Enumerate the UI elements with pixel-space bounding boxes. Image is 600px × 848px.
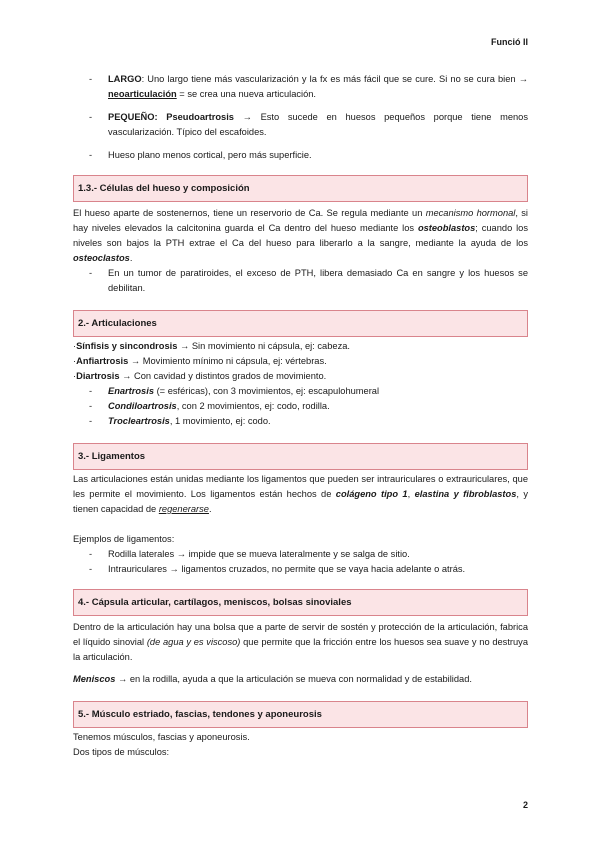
section-heading: 2.- Articulaciones [73,310,528,337]
text: , [407,489,415,499]
bullet-text: : Uno largo tiene más vascularización y la fx es más fácil que se cure. Si no se cura bien → [141,74,528,84]
text: → Sin movimiento ni cápsula, ej: cabeza. [177,341,350,351]
term: Anfiartrosis [76,356,129,366]
text: , si hay niveles elevados la calcitonina guarda el Ca dentro del hueso mediante los [73,208,528,233]
bullet-dash: - [89,416,93,426]
bullet-colon: : [154,112,167,122]
bullet-text: En un tumor de paratiroides, el exceso de PTH, libera demasiado Ca en sangre y los huesos se debilitan. [108,268,528,293]
text: → Movimiento mínimo ni cápsula, ej: vértebras. [128,356,327,366]
bold-italic-text: elastina y fibroblastos [414,489,517,499]
text: El hueso aparte de sostenernos, tiene un reservorio de Ca. Se regula mediante un [73,208,426,218]
bold-italic-text: osteoclastos [73,253,130,263]
section-heading: 4.- Cápsula articular, cartílagos, meniscos, bolsas sinoviales [73,589,528,616]
text: → en la rodilla, ayuda a que la articulación se mueva con normalidad y de estabilidad. [115,674,472,684]
line-item [73,339,528,354]
list-item [73,562,528,577]
text: que permite que la fricción entre los huesos sea suave y no destruya la articulación. [73,637,528,662]
italic-underlined-text: regenerarse [158,504,209,514]
bullet-term-underlined: neoarticulación [108,89,177,99]
prefix: · [73,356,77,366]
bullet-text: Hueso plano menos cortical, pero más superficie. [108,150,312,160]
bullet-dash: - [89,401,93,411]
line-item: Tenemos músculos, fascias y aponeurosis. [73,732,250,742]
term: Enartrosis [108,386,154,396]
section-heading: 5.- Músculo estriado, fascias, tendones y aponeurosis [73,701,528,728]
term: Diartrosis [76,371,120,381]
text: Dentro de la articulación hay una bolsa que a parte de servir de sostén y protección de la articulación, fabrica el líquido sinovial [73,622,528,647]
list-item [73,414,528,429]
bullet-term: PEQUEÑO [108,112,155,122]
term: Condiloartrosis [108,401,177,411]
running-header: Funció II [491,37,528,47]
bullet-text: Intrauriculares → ligamentos cruzados, no permite que se vaya hacia adelante o atrás. [108,564,466,574]
bullet-term: Pseudoartrosis [166,112,234,122]
bullet-dash: - [89,268,93,278]
italic-text: mecanismo hormonal [425,208,516,218]
bullet-dash: - [89,564,93,574]
page-content [73,70,528,760]
list-item [73,110,528,140]
bold-italic-text: osteoblastos [417,223,476,233]
bullet-text: = se crea una nueva articulación. [176,89,316,99]
paragraph [73,672,528,687]
text: . [129,253,133,263]
term: Trocleartrosis [108,416,170,426]
paragraph [73,472,528,517]
line-item [73,369,528,384]
text: . [208,504,212,514]
examples-label: Ejemplos de ligamentos: [73,534,175,544]
bullet-dash: - [89,386,93,396]
list-item [73,384,528,399]
paragraph [73,620,528,665]
list-item [73,399,528,414]
text: , 1 movimiento, ej: codo. [169,416,271,426]
bullet-text: → Esto sucede en huesos pequeños porque tiene menos vascularización. Típico del escafoides. [108,112,528,137]
section-heading: 1.3.- Células del hueso y composición [73,175,528,202]
bullet-dash: - [89,112,93,122]
page-number: 2 [522,800,528,810]
italic-text: (de agua y es viscoso) [146,637,241,647]
bullet-dash: - [89,549,93,559]
prefix: · [73,371,77,381]
bullet-dash: - [89,150,93,160]
bold-italic-text: Meniscos [73,674,116,684]
bullet-dash: - [89,74,93,84]
line-item: Dos tipos de músculos: [73,747,170,757]
list-item [73,148,528,163]
bold-italic-text: colágeno tipo 1 [335,489,408,499]
bullet-term: LARGO [108,74,142,84]
list-item [73,547,528,562]
line-item [73,354,528,369]
list-item [73,72,528,102]
section-heading: 3.- Ligamentos [73,443,528,470]
paragraph [73,206,528,266]
text: ; cuando los niveles son bajos la PTH extrae el Ca del hueso para liberarlo a la sangre, mediante la ayuda de los [73,223,528,248]
text: , y tienen capacidad de [73,489,528,514]
text: (= esféricas), con 3 movimientos, ej: escapulohumeral [154,386,380,396]
prefix: · [73,341,77,351]
bullet-text: Rodilla laterales → impide que se mueva lateralmente y se salga de sitio. [108,549,410,559]
text: , con 2 movimientos, ej: codo, rodilla. [176,401,330,411]
text: Las articulaciones están unidas mediante los ligamentos que pueden ser intrauriculares o extrauriculares, que les permite el movimiento. Los ligamentos están hechos de [73,474,528,499]
list-item [73,266,528,296]
text: → Con cavidad y distintos grados de movimiento. [119,371,327,381]
term: Sínfisis y sincondrosis [76,341,178,351]
